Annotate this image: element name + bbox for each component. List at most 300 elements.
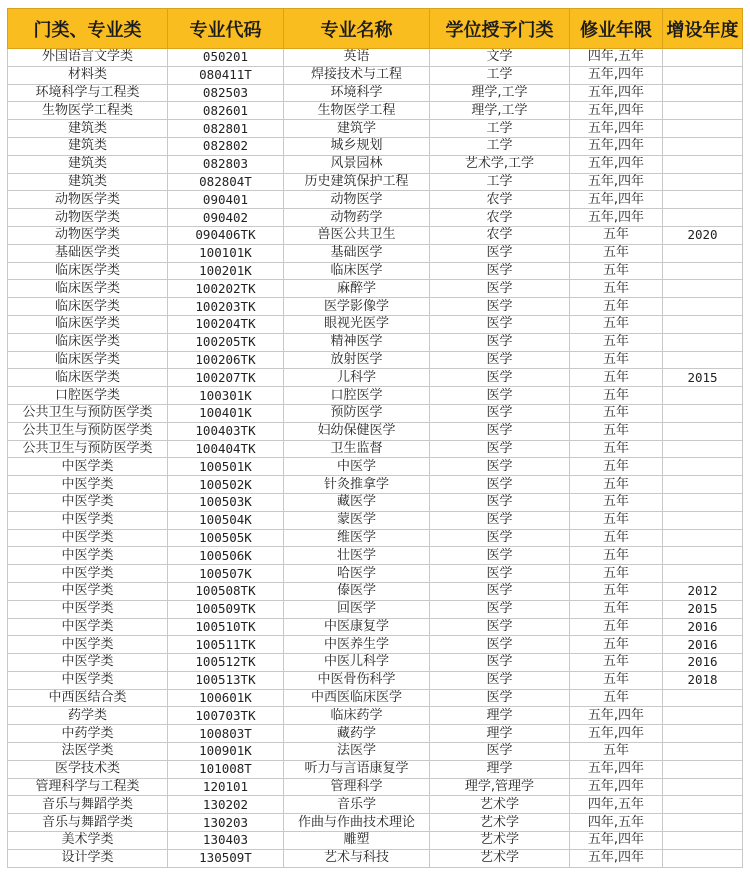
table-row [8, 600, 743, 618]
cell-code: 130403 [168, 832, 284, 850]
table-row [8, 565, 743, 583]
cell-code: 130202 [168, 796, 284, 814]
cell-category: 音乐与舞蹈学类 [8, 814, 168, 832]
cell-name: 儿科学 [284, 369, 430, 387]
cell-degree: 医学 [430, 511, 570, 529]
cell-year-added [663, 120, 743, 138]
cell-code: 082601 [168, 102, 284, 120]
cell-duration: 五年 [570, 262, 663, 280]
cell-code: 100901K [168, 743, 284, 761]
cell-degree: 理学 [430, 760, 570, 778]
cell-category: 外国语言文学类 [8, 49, 168, 67]
cell-degree: 医学 [430, 671, 570, 689]
table-header-row [8, 9, 743, 49]
cell-duration: 五年,四年 [570, 209, 663, 227]
cell-duration: 五年 [570, 298, 663, 316]
cell-name: 生物医学工程 [284, 102, 430, 120]
cell-category: 建筑类 [8, 173, 168, 191]
cell-category: 动物医学类 [8, 191, 168, 209]
cell-code: 082503 [168, 84, 284, 102]
cell-code: 050201 [168, 49, 284, 67]
cell-degree: 艺术学 [430, 814, 570, 832]
cell-category: 医学技术类 [8, 760, 168, 778]
table-row [8, 796, 743, 814]
cell-name: 麻醉学 [284, 280, 430, 298]
cell-year-added [663, 209, 743, 227]
table-row [8, 493, 743, 511]
cell-category: 管理科学与工程类 [8, 778, 168, 796]
cell-name: 精神医学 [284, 333, 430, 351]
cell-year-added: 2016 [663, 636, 743, 654]
cell-category: 建筑类 [8, 120, 168, 138]
cell-duration: 五年,四年 [570, 137, 663, 155]
cell-name: 建筑学 [284, 120, 430, 138]
cell-name: 听力与言语康复学 [284, 760, 430, 778]
cell-year-added: 2018 [663, 671, 743, 689]
table-row [8, 315, 743, 333]
cell-code: 100204TK [168, 315, 284, 333]
cell-duration: 五年 [570, 654, 663, 672]
cell-degree: 艺术学 [430, 796, 570, 814]
cell-category: 生物医学工程类 [8, 102, 168, 120]
cell-name: 蒙医学 [284, 511, 430, 529]
cell-duration: 五年,四年 [570, 191, 663, 209]
table-row [8, 66, 743, 84]
cell-code: 082801 [168, 120, 284, 138]
cell-year-added [663, 315, 743, 333]
cell-category: 临床医学类 [8, 298, 168, 316]
table-row [8, 84, 743, 102]
cell-code: 100508TK [168, 582, 284, 600]
cell-duration: 五年 [570, 671, 663, 689]
cell-duration: 五年,四年 [570, 173, 663, 191]
cell-duration: 五年 [570, 226, 663, 244]
cell-name: 临床药学 [284, 707, 430, 725]
cell-year-added [663, 173, 743, 191]
cell-name: 临床医学 [284, 262, 430, 280]
cell-name: 法医学 [284, 743, 430, 761]
cell-name: 妇幼保健医学 [284, 422, 430, 440]
cell-name: 焊接技术与工程 [284, 66, 430, 84]
cell-name: 卫生监督 [284, 440, 430, 458]
cell-degree: 医学 [430, 315, 570, 333]
cell-duration: 五年 [570, 689, 663, 707]
cell-code: 100509TK [168, 600, 284, 618]
table-row [8, 226, 743, 244]
cell-code: 100502K [168, 476, 284, 494]
cell-year-added: 2015 [663, 369, 743, 387]
cell-category: 建筑类 [8, 155, 168, 173]
table-row [8, 814, 743, 832]
cell-year-added [663, 689, 743, 707]
cell-degree: 理学,工学 [430, 102, 570, 120]
cell-degree: 医学 [430, 547, 570, 565]
cell-category: 临床医学类 [8, 369, 168, 387]
cell-duration: 五年 [570, 458, 663, 476]
cell-code: 100401K [168, 404, 284, 422]
cell-duration: 五年,四年 [570, 725, 663, 743]
cell-category: 临床医学类 [8, 280, 168, 298]
cell-year-added [663, 565, 743, 583]
cell-degree: 理学 [430, 725, 570, 743]
cell-duration: 五年 [570, 743, 663, 761]
cell-duration: 四年,五年 [570, 814, 663, 832]
cell-category: 口腔医学类 [8, 387, 168, 405]
table-row [8, 333, 743, 351]
cell-year-added [663, 440, 743, 458]
cell-code: 100206TK [168, 351, 284, 369]
table-row [8, 689, 743, 707]
cell-code: 100506K [168, 547, 284, 565]
cell-name: 动物药学 [284, 209, 430, 227]
cell-year-added [663, 725, 743, 743]
table-row [8, 404, 743, 422]
cell-code: 100803T [168, 725, 284, 743]
cell-year-added [663, 49, 743, 67]
cell-name: 雕塑 [284, 832, 430, 850]
cell-year-added [663, 529, 743, 547]
cell-code: 100510TK [168, 618, 284, 636]
table-row [8, 137, 743, 155]
table-row [8, 173, 743, 191]
table-row [8, 654, 743, 672]
cell-name: 动物医学 [284, 191, 430, 209]
cell-duration: 五年 [570, 636, 663, 654]
cell-name: 壮医学 [284, 547, 430, 565]
cell-code: 080411T [168, 66, 284, 84]
cell-degree: 医学 [430, 244, 570, 262]
cell-code: 100601K [168, 689, 284, 707]
cell-degree: 工学 [430, 173, 570, 191]
cell-year-added [663, 137, 743, 155]
cell-year-added [663, 66, 743, 84]
cell-name: 音乐学 [284, 796, 430, 814]
cell-year-added [663, 191, 743, 209]
cell-category: 临床医学类 [8, 315, 168, 333]
cell-degree: 医学 [430, 422, 570, 440]
cell-category: 临床医学类 [8, 351, 168, 369]
table-row [8, 298, 743, 316]
cell-degree: 医学 [430, 404, 570, 422]
cell-year-added [663, 743, 743, 761]
cell-year-added [663, 262, 743, 280]
table-row [8, 120, 743, 138]
cell-category: 动物医学类 [8, 226, 168, 244]
cell-duration: 五年,四年 [570, 707, 663, 725]
cell-degree: 农学 [430, 226, 570, 244]
cell-name: 傣医学 [284, 582, 430, 600]
cell-category: 中医学类 [8, 618, 168, 636]
header-category: 门类、专业类 [8, 9, 168, 49]
cell-degree: 医学 [430, 600, 570, 618]
cell-name: 中医儿科学 [284, 654, 430, 672]
table-row [8, 458, 743, 476]
cell-year-added [663, 351, 743, 369]
cell-degree: 医学 [430, 654, 570, 672]
cell-category: 美术学类 [8, 832, 168, 850]
table-row [8, 725, 743, 743]
cell-category: 临床医学类 [8, 333, 168, 351]
table-row [8, 547, 743, 565]
table-row [8, 280, 743, 298]
cell-code: 100201K [168, 262, 284, 280]
table-row [8, 529, 743, 547]
cell-duration: 五年 [570, 440, 663, 458]
cell-name: 兽医公共卫生 [284, 226, 430, 244]
cell-duration: 五年 [570, 315, 663, 333]
cell-degree: 医学 [430, 476, 570, 494]
cell-code: 100301K [168, 387, 284, 405]
table-row [8, 155, 743, 173]
cell-duration: 五年 [570, 565, 663, 583]
cell-category: 设计学类 [8, 849, 168, 867]
cell-duration: 五年,四年 [570, 832, 663, 850]
cell-year-added: 2015 [663, 600, 743, 618]
cell-duration: 五年 [570, 476, 663, 494]
cell-category: 动物医学类 [8, 209, 168, 227]
table-row [8, 262, 743, 280]
cell-degree: 农学 [430, 209, 570, 227]
cell-name: 中西医临床医学 [284, 689, 430, 707]
cell-name: 艺术与科技 [284, 849, 430, 867]
cell-code: 100207TK [168, 369, 284, 387]
cell-year-added [663, 280, 743, 298]
cell-degree: 医学 [430, 351, 570, 369]
table-row [8, 476, 743, 494]
header-duration: 修业年限 [570, 9, 663, 49]
cell-category: 建筑类 [8, 137, 168, 155]
cell-degree: 医学 [430, 333, 570, 351]
cell-category: 材料类 [8, 66, 168, 84]
cell-name: 哈医学 [284, 565, 430, 583]
cell-category: 中药学类 [8, 725, 168, 743]
table-row [8, 778, 743, 796]
table-row [8, 849, 743, 867]
cell-degree: 工学 [430, 66, 570, 84]
cell-code: 100513TK [168, 671, 284, 689]
cell-code: 101008T [168, 760, 284, 778]
cell-category: 中医学类 [8, 582, 168, 600]
cell-degree: 艺术学,工学 [430, 155, 570, 173]
cell-category: 法医学类 [8, 743, 168, 761]
cell-code: 100404TK [168, 440, 284, 458]
cell-category: 中医学类 [8, 636, 168, 654]
cell-year-added: 2016 [663, 654, 743, 672]
table-row [8, 636, 743, 654]
table-row [8, 387, 743, 405]
table-row [8, 760, 743, 778]
cell-category: 环境科学与工程类 [8, 84, 168, 102]
table-row [8, 351, 743, 369]
cell-degree: 医学 [430, 298, 570, 316]
cell-code: 090402 [168, 209, 284, 227]
cell-year-added: 2016 [663, 618, 743, 636]
cell-year-added [663, 849, 743, 867]
cell-degree: 医学 [430, 618, 570, 636]
cell-duration: 五年,四年 [570, 849, 663, 867]
cell-degree: 理学,管理学 [430, 778, 570, 796]
cell-duration: 四年,五年 [570, 796, 663, 814]
table-row [8, 511, 743, 529]
cell-category: 公共卫生与预防医学类 [8, 404, 168, 422]
cell-duration: 五年 [570, 351, 663, 369]
cell-year-added [663, 458, 743, 476]
header-degree: 学位授予门类 [430, 9, 570, 49]
cell-code: 100504K [168, 511, 284, 529]
cell-year-added [663, 796, 743, 814]
cell-degree: 农学 [430, 191, 570, 209]
cell-degree: 工学 [430, 137, 570, 155]
cell-name: 环境科学 [284, 84, 430, 102]
cell-category: 中医学类 [8, 493, 168, 511]
cell-code: 100507K [168, 565, 284, 583]
cell-code: 100511TK [168, 636, 284, 654]
cell-name: 基础医学 [284, 244, 430, 262]
cell-year-added [663, 155, 743, 173]
cell-duration: 五年 [570, 493, 663, 511]
cell-category: 中西医结合类 [8, 689, 168, 707]
cell-duration: 五年,四年 [570, 102, 663, 120]
cell-category: 音乐与舞蹈学类 [8, 796, 168, 814]
table-body [8, 49, 743, 868]
cell-category: 中医学类 [8, 458, 168, 476]
cell-name: 维医学 [284, 529, 430, 547]
cell-category: 中医学类 [8, 654, 168, 672]
cell-name: 针灸推拿学 [284, 476, 430, 494]
cell-duration: 五年 [570, 529, 663, 547]
cell-code: 120101 [168, 778, 284, 796]
cell-year-added [663, 760, 743, 778]
table-row [8, 743, 743, 761]
cell-degree: 医学 [430, 387, 570, 405]
cell-degree: 医学 [430, 689, 570, 707]
cell-name: 作曲与作曲技术理论 [284, 814, 430, 832]
cell-category: 药学类 [8, 707, 168, 725]
major-table-container [7, 8, 742, 868]
cell-category: 公共卫生与预防医学类 [8, 440, 168, 458]
cell-year-added [663, 476, 743, 494]
cell-duration: 五年,四年 [570, 84, 663, 102]
cell-code: 100503K [168, 493, 284, 511]
header-year-added: 增设年度 [663, 9, 743, 49]
cell-name: 预防医学 [284, 404, 430, 422]
cell-name: 口腔医学 [284, 387, 430, 405]
cell-code: 090401 [168, 191, 284, 209]
cell-code: 100505K [168, 529, 284, 547]
cell-category: 中医学类 [8, 547, 168, 565]
cell-degree: 工学 [430, 120, 570, 138]
cell-duration: 五年 [570, 333, 663, 351]
cell-duration: 五年 [570, 404, 663, 422]
cell-category: 中医学类 [8, 600, 168, 618]
table-row [8, 618, 743, 636]
cell-name: 英语 [284, 49, 430, 67]
cell-degree: 理学,工学 [430, 84, 570, 102]
cell-code: 100703TK [168, 707, 284, 725]
cell-duration: 五年 [570, 422, 663, 440]
cell-name: 中医康复学 [284, 618, 430, 636]
table-row [8, 707, 743, 725]
cell-year-added [663, 84, 743, 102]
cell-year-added [663, 778, 743, 796]
cell-degree: 医学 [430, 493, 570, 511]
table-row [8, 102, 743, 120]
cell-degree: 文学 [430, 49, 570, 67]
cell-name: 管理科学 [284, 778, 430, 796]
cell-category: 公共卫生与预防医学类 [8, 422, 168, 440]
cell-code: 082804T [168, 173, 284, 191]
cell-duration: 五年 [570, 387, 663, 405]
cell-name: 中医骨伤科学 [284, 671, 430, 689]
cell-year-added [663, 298, 743, 316]
cell-degree: 医学 [430, 636, 570, 654]
cell-duration: 五年 [570, 369, 663, 387]
cell-degree: 艺术学 [430, 849, 570, 867]
cell-year-added [663, 814, 743, 832]
cell-degree: 医学 [430, 280, 570, 298]
table-row [8, 832, 743, 850]
header-code: 专业代码 [168, 9, 284, 49]
cell-duration: 五年,四年 [570, 66, 663, 84]
cell-degree: 医学 [430, 743, 570, 761]
cell-degree: 艺术学 [430, 832, 570, 850]
cell-duration: 五年,四年 [570, 778, 663, 796]
cell-code: 100403TK [168, 422, 284, 440]
cell-duration: 五年 [570, 547, 663, 565]
cell-name: 藏药学 [284, 725, 430, 743]
cell-degree: 医学 [430, 262, 570, 280]
cell-code: 100501K [168, 458, 284, 476]
cell-category: 中医学类 [8, 529, 168, 547]
cell-code: 100203TK [168, 298, 284, 316]
cell-code: 100512TK [168, 654, 284, 672]
cell-year-added [663, 707, 743, 725]
cell-category: 基础医学类 [8, 244, 168, 262]
cell-code: 082802 [168, 137, 284, 155]
cell-category: 中医学类 [8, 476, 168, 494]
cell-name: 放射医学 [284, 351, 430, 369]
cell-year-added [663, 493, 743, 511]
table-row [8, 49, 743, 67]
table-row [8, 440, 743, 458]
cell-year-added [663, 422, 743, 440]
cell-year-added [663, 387, 743, 405]
cell-degree: 医学 [430, 440, 570, 458]
cell-degree: 医学 [430, 369, 570, 387]
cell-name: 风景园林 [284, 155, 430, 173]
cell-year-added: 2012 [663, 582, 743, 600]
cell-duration: 五年 [570, 618, 663, 636]
cell-name: 回医学 [284, 600, 430, 618]
cell-category: 中医学类 [8, 565, 168, 583]
cell-degree: 理学 [430, 707, 570, 725]
cell-code: 100101K [168, 244, 284, 262]
cell-year-added [663, 244, 743, 262]
cell-category: 中医学类 [8, 671, 168, 689]
cell-code: 082803 [168, 155, 284, 173]
cell-year-added [663, 511, 743, 529]
table-row [8, 209, 743, 227]
table-row [8, 369, 743, 387]
cell-year-added [663, 102, 743, 120]
cell-name: 中医养生学 [284, 636, 430, 654]
cell-year-added [663, 832, 743, 850]
cell-name: 眼视光医学 [284, 315, 430, 333]
cell-name: 藏医学 [284, 493, 430, 511]
cell-year-added [663, 404, 743, 422]
cell-code: 100205TK [168, 333, 284, 351]
header-name: 专业名称 [284, 9, 430, 49]
